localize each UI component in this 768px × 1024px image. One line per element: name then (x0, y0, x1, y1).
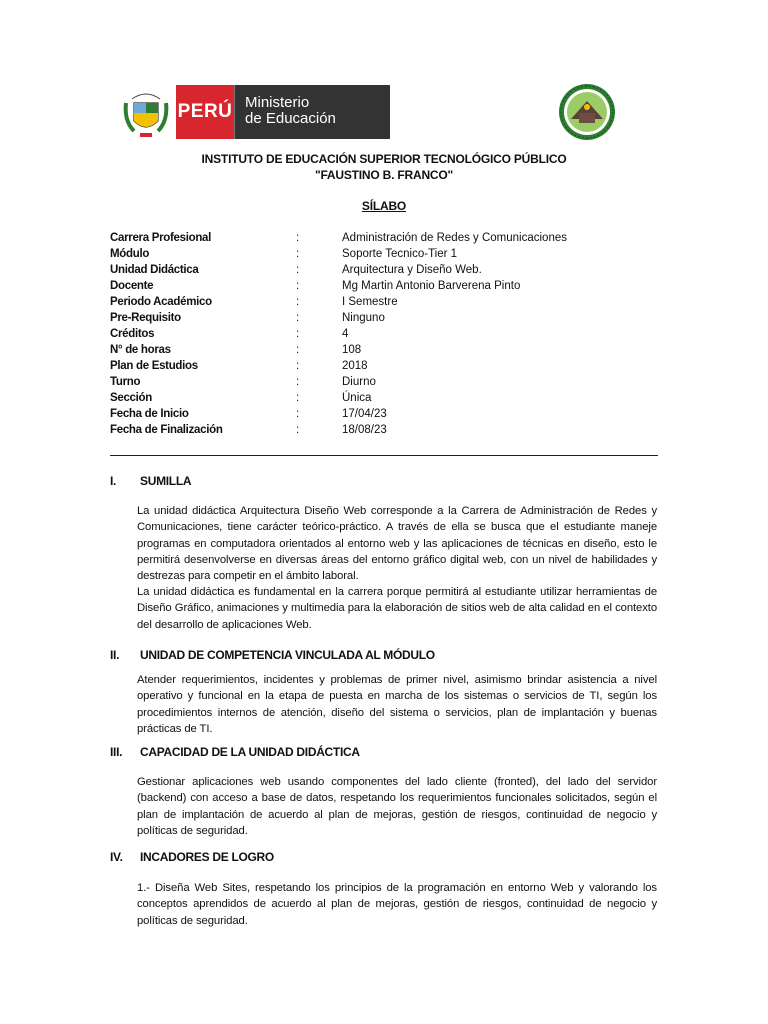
info-colon: : (296, 232, 300, 244)
info-label: Carrera Profesional (110, 232, 212, 244)
info-value: Mg Martin Antonio Barverena Pinto (342, 280, 521, 292)
info-label: Docente (110, 280, 154, 292)
info-label: Módulo (110, 248, 150, 260)
info-colon: : (296, 296, 300, 308)
info-value: Diurno (342, 376, 376, 388)
info-row (110, 406, 670, 422)
info-value: I Semestre (342, 296, 398, 308)
info-colon: : (296, 264, 300, 276)
info-colon: : (296, 424, 300, 436)
info-row (110, 246, 670, 262)
info-row (110, 358, 670, 374)
info-value: 2018 (342, 360, 368, 372)
info-value: 4 (342, 328, 349, 340)
section-number: I. (110, 474, 117, 488)
ministry-logo (122, 85, 390, 139)
capacidad-paragraph: Gestionar aplicaciones web usando componentes del lado cliente (fronted), del lado del servidor (backend) con acceso a base de datos, respetando los requerimientos funcionales solicitados, según el plan de implantación de acuerdo al plan de mejoras, gestión de riesgos, continuidad de negocio y políticas de seguridad. (137, 776, 657, 837)
section-title: INCADORES DE LOGRO (140, 850, 274, 864)
course-info-table (110, 230, 670, 438)
info-row (110, 422, 670, 438)
info-label: Sección (110, 392, 153, 404)
section-number: III. (110, 745, 123, 759)
info-colon: : (296, 344, 300, 356)
info-colon: : (296, 280, 300, 292)
info-value: Arquitectura y Diseño Web. (342, 264, 482, 276)
section-number: IV. (110, 850, 123, 864)
ministry-line-1: Ministerio (245, 94, 310, 111)
section-number: II. (110, 648, 120, 662)
info-colon: : (296, 408, 300, 420)
info-label: Fecha de Inicio (110, 408, 189, 420)
section-heading-competencia (110, 648, 435, 662)
institute-seal-icon (557, 83, 617, 141)
info-label: Pre-Requisito (110, 312, 181, 324)
info-value: Ninguno (342, 312, 385, 324)
sumilla-paragraph-1: La unidad didáctica Arquitectura Diseño Web corresponde a la Carrera de Administración de Redes y Comunicaciones, tiene carácter teórico-práctico. A través de ella se busca que el estudiante maneje programas en computadora orientados al entorno web y las aplicaciones de técnicas en diseño, esto le permitirá desenvolverse en diversas áreas del entorno gráfico digital web, con un nivel de habilidades y destrezas para competir en el ámbito laboral. (137, 505, 657, 583)
info-row (110, 342, 670, 358)
info-row (110, 278, 670, 294)
institute-name-line-1: INSTITUTO DE EDUCACIÓN SUPERIOR TECNOLÓGICO PÚBLICO (201, 152, 567, 166)
info-label: Turno (110, 376, 141, 388)
info-label: Créditos (110, 328, 155, 340)
info-value: 17/04/23 (342, 408, 387, 420)
sumilla-paragraph-2: La unidad didáctica es fundamental en la carrera porque permitirá al estudiante utilizar herramientas de Diseño Gráfico, animaciones y multimedia para la elaboración de sitios web de alta calidad en el contexto del desarrollo de aplicaciones Web. (137, 586, 657, 631)
section-title: UNIDAD DE COMPETENCIA VINCULADA AL MÓDULO (140, 648, 435, 662)
info-label: Periodo Académico (110, 296, 212, 308)
info-value: Administración de Redes y Comunicaciones (342, 232, 567, 244)
info-row (110, 230, 670, 246)
info-row (110, 262, 670, 278)
info-colon: : (296, 376, 300, 388)
indicadores-paragraph: 1.- Diseña Web Sites, respetando los principios de la programación en entorno Web y valorando los conceptos aprendidos de acuerdo al plan de mejoras, gestión de riesgos, continuidad de negocio y políticas de seguridad. (137, 882, 657, 927)
section-heading-sumilla (110, 474, 191, 488)
document-title: SÍLABO (361, 199, 407, 213)
peru-label: PERÚ (176, 85, 234, 139)
info-colon: : (296, 328, 300, 340)
info-label: N° de horas (110, 344, 171, 356)
info-row (110, 374, 670, 390)
info-colon: : (296, 248, 300, 260)
info-row (110, 310, 670, 326)
section-title: SUMILLA (140, 474, 192, 488)
info-value: 18/08/23 (342, 424, 387, 436)
info-row (110, 326, 670, 342)
info-label: Fecha de Finalización (110, 424, 223, 436)
info-colon: : (296, 392, 300, 404)
info-value: Única (342, 392, 372, 404)
ministry-line-2: de Educación (245, 110, 336, 127)
info-colon: : (296, 360, 300, 372)
peru-coat-of-arms-icon (122, 85, 170, 139)
section-heading-capacidad (110, 745, 360, 759)
info-value: 108 (342, 344, 362, 356)
section-divider (110, 455, 658, 456)
info-row (110, 294, 670, 310)
section-heading-indicadores (110, 850, 274, 864)
info-value: Soporte Tecnico-Tier 1 (342, 248, 458, 260)
info-colon: : (296, 312, 300, 324)
info-row (110, 390, 670, 406)
ministry-name (234, 85, 390, 139)
info-label: Unidad Didáctica (110, 264, 199, 276)
section-title: CAPACIDAD DE LA UNIDAD DIDÁCTICA (140, 745, 360, 759)
competencia-paragraph: Atender requerimientos, incidentes y problemas de primer nivel, asimismo brindar asistencia a nivel operativo y funcional en la etapa de puesta en marcha de los sistemas o servicios de TI, según los procedimientos internos de atención, diseño del sistema o servicios, plan de implantación y buenas prácticas de TI. (137, 674, 657, 735)
info-label: Plan de Estudios (110, 360, 198, 372)
institute-name-line-2: "FAUSTINO B. FRANCO" (314, 168, 454, 182)
